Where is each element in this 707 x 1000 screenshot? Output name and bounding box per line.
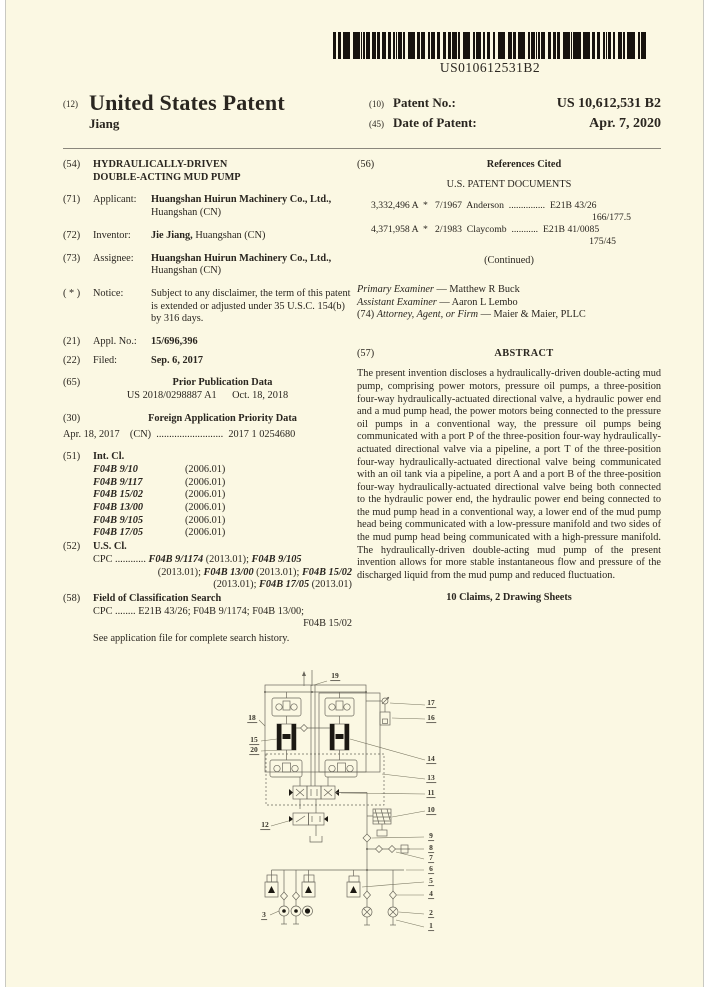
diagram-callout-14: 14 xyxy=(427,754,435,764)
diagram-callout-4: 4 xyxy=(429,889,433,899)
field-tag: (54) xyxy=(63,159,81,170)
diagram-callout-5: 5 xyxy=(429,876,433,886)
appl-no-label: Appl. No.: xyxy=(93,336,137,348)
inventor-name: Jie Jiang, xyxy=(151,229,193,241)
filed-value: Sep. 6, 2017 xyxy=(151,354,204,366)
diagram-callout-17: 17 xyxy=(427,698,435,708)
int-cl-row xyxy=(93,515,352,528)
us-cl-seg: F04B 9/1174 xyxy=(148,553,204,565)
field-us-cl xyxy=(63,541,352,554)
field-search-line2: F04B 15/02 xyxy=(303,618,352,630)
int-cl-version: (2006.01) xyxy=(185,514,226,526)
diagram-callout-16: 16 xyxy=(427,713,435,723)
notice-label: Notice: xyxy=(93,287,124,299)
diagram-callout-7: 7 xyxy=(429,853,433,863)
citation-class-line: 175/45 xyxy=(589,235,616,247)
diagram-callout-12: 12 xyxy=(261,820,269,830)
references-heading: References Cited xyxy=(486,159,562,170)
field-assignee xyxy=(63,253,352,278)
prior-pub-heading: Prior Publication Data xyxy=(172,377,273,389)
us-cl-seg: CPC ............ xyxy=(93,553,149,565)
int-cl-class: F04B 9/105 xyxy=(93,514,144,526)
barcode-text: US010612531B2 xyxy=(439,60,541,75)
field-classification-search xyxy=(63,593,352,606)
us-cl-seg: F04B 15/02 xyxy=(301,566,352,578)
inventor-location: Huangshan (CN) xyxy=(192,229,266,241)
assignee-label: Assignee: xyxy=(93,252,134,264)
field-filed xyxy=(63,355,352,368)
us-cl-line1 xyxy=(93,554,352,567)
us-cl-heading: U.S. Cl. xyxy=(93,541,127,553)
int-cl-row xyxy=(93,464,352,477)
int-cl-class: F04B 13/00 xyxy=(93,502,144,514)
field-search-heading: Field of Classification Search xyxy=(93,592,222,604)
int-cl-class: F04B 9/10 xyxy=(93,463,138,475)
int-cl-version: (2006.01) xyxy=(185,476,226,488)
field-tag: (72) xyxy=(63,229,81,241)
assignee-location: Huangshan (CN) xyxy=(151,265,222,277)
diagram-callout-3: 3 xyxy=(262,910,266,920)
appl-no-value: 15/696,396 xyxy=(151,336,198,348)
us-cl-seg: (2013.01); xyxy=(253,566,302,578)
field-tag: (30) xyxy=(63,412,81,424)
int-cl-version: (2006.01) xyxy=(185,502,226,514)
left-column xyxy=(63,159,352,646)
field-prior-pub xyxy=(63,377,352,390)
continued-note: (Continued) xyxy=(484,255,534,267)
attorney-line xyxy=(357,309,661,322)
diagram-callout-6: 6 xyxy=(429,864,433,874)
field-search-line3: See application file for complete search history. xyxy=(93,633,290,645)
citation-line: 4,371,958 A * 2/1983 Claycomb ........... E21B 41/0085 xyxy=(371,223,600,235)
us-cl-seg: F04B 17/05 xyxy=(259,579,310,591)
field-tag: (58) xyxy=(63,592,81,604)
citation-line: 3,332,496 A * 7/1967 Anderson ............... E21B 43/26 xyxy=(371,200,597,212)
us-cl-seg: (2013.01); xyxy=(213,579,260,591)
field-tag: (56) xyxy=(357,159,375,170)
abstract-text: The present invention discloses a hydraulically-driven double-acting mud pump, comprising power motors, pressure oil pumps, a three-position four-way hydraulically-actuated directional valve, a hydraulic power end and a mud pump head, the power motors being connected to the pressure oil pumps in a conventional way, the pressure oil pumps being communicated with a port P of the three-position four-way hydraulically-actuated directional valve via a pipeline, a port T of the three-position four-way hydraulically-actuated directional valve being communicated with an oil tank via a pipeline, a port A and a port B of the three-position four-way hydraulically-actuated directional valve being both connected to the hydraulic power end, the hydraulic power end being connected to the mud pump head in a conventional way, a lower end of the mud pump head being communicated with a low-pressure manifold and two sides of the mud pump head being communicated with a high-pressure manifold. The hydraulically-driven double-acting mud pump of the present invention allows for more stable instantaneous flow and pressure of the discharged liquid from the mud pump and reduced fluctuation. xyxy=(357,368,661,581)
diagram-callout-19: 19 xyxy=(331,671,339,681)
assistant-examiner-line xyxy=(357,297,661,310)
int-cl-heading: Int. Cl. xyxy=(93,451,125,463)
int-cl-row xyxy=(93,502,352,515)
diagram-callout-10: 10 xyxy=(427,805,435,815)
right-column xyxy=(357,159,661,605)
field-tag: (22) xyxy=(63,354,81,366)
field-references xyxy=(357,159,661,172)
patent-no-value: US 10,612,531 B2 xyxy=(556,96,661,111)
field-tag: (65) xyxy=(63,377,81,389)
invention-title xyxy=(93,159,241,184)
diagram-callout-18: 18 xyxy=(248,713,256,723)
diagram-callout-1: 1 xyxy=(429,921,433,931)
kind-code-tag: (12) xyxy=(63,99,78,109)
field-title xyxy=(63,159,352,184)
field-tag: (51) xyxy=(63,451,81,463)
field-search-line1: CPC ........ E21B 43/26; F04B 9/1174; F04B 13/00; xyxy=(93,605,305,617)
int-cl-version: (2006.01) xyxy=(185,489,226,501)
inventor-label: Inventor: xyxy=(93,229,131,241)
patent-front-page xyxy=(5,0,704,987)
field-applicant xyxy=(63,194,352,219)
field-foreign-priority xyxy=(63,413,352,426)
us-cl-seg: (2013.01); xyxy=(157,566,204,578)
field-tag: (57) xyxy=(357,347,375,359)
attorney-label: Attorney, Agent, or Firm xyxy=(376,309,479,321)
page-title: United States Patent xyxy=(89,90,285,115)
field-abstract xyxy=(357,348,661,361)
int-cl-version: (2006.01) xyxy=(185,527,226,539)
applicant-value xyxy=(151,194,352,219)
notice-text: Subject to any disclaimer, the term of this patent is extended or adjusted under 35 U.S.C. 154(b) by 316 days. xyxy=(151,287,351,325)
barcode-icon xyxy=(333,32,647,59)
inventor-surname: Jiang xyxy=(89,116,120,131)
diagram-callout-11: 11 xyxy=(427,788,435,798)
assignee-name: Huangshan Huirun Machinery Co., Ltd., xyxy=(151,252,332,264)
primary-examiner-label: Primary Examiner xyxy=(357,283,434,295)
abstract-heading: ABSTRACT xyxy=(494,347,554,359)
applicant-name: Huangshan Huirun Machinery Co., Ltd., xyxy=(151,194,332,206)
header-left xyxy=(63,90,285,132)
applicant-label: Applicant: xyxy=(93,194,137,206)
diagram-callout-20: 20 xyxy=(250,745,258,755)
diagram-callout-2: 2 xyxy=(429,908,433,918)
int-cl-row xyxy=(93,527,352,540)
us-cl-seg: (2013.01); xyxy=(203,553,252,565)
header-right xyxy=(369,95,661,135)
assistant-examiner-label: Assistant Examiner xyxy=(357,296,437,308)
int-cl-class: F04B 9/117 xyxy=(93,476,143,488)
hydraulic-schematic-drawing xyxy=(232,668,488,960)
us-cl-seg: F04B 9/105 xyxy=(251,553,302,565)
date-label: Date of Patent: xyxy=(393,115,477,130)
field-tag: (71) xyxy=(63,194,81,206)
int-cl-row xyxy=(93,477,352,490)
int-cl-class: F04B 15/02 xyxy=(93,489,144,501)
patent-no-tag: (10) xyxy=(369,99,384,109)
assistant-examiner-name: — Aaron L Lembo xyxy=(436,296,518,308)
int-cl-row xyxy=(93,489,352,502)
diagram xyxy=(232,668,488,960)
us-cl-seg: (2013.01) xyxy=(309,579,352,591)
field-tag: (73) xyxy=(63,252,81,264)
foreign-priority-line: Apr. 18, 2017 (CN) .......................... 2017 1 0254680 xyxy=(63,428,296,440)
barcode-block xyxy=(333,32,647,76)
us-cl-seg: F04B 13/00 xyxy=(203,566,254,578)
primary-examiner-line xyxy=(357,284,661,297)
citation-class-line: 166/177.5 xyxy=(591,211,631,223)
attorney-name: — Maier & Maier, PLLC xyxy=(478,309,586,321)
foreign-priority-heading: Foreign Application Priority Data xyxy=(148,412,297,424)
us-cl-line2 xyxy=(63,567,352,580)
int-cl-version: (2006.01) xyxy=(185,463,226,475)
attorney-tag: (74) xyxy=(357,309,377,321)
field-tag: (21) xyxy=(63,336,81,348)
us-cl-line3 xyxy=(63,579,352,592)
field-appl-no xyxy=(63,336,352,349)
assignee-value xyxy=(151,253,352,278)
date-tag: (45) xyxy=(369,119,384,129)
applicant-location: Huangshan (CN) xyxy=(151,207,222,219)
field-notice xyxy=(63,288,352,326)
field-tag: ( * ) xyxy=(63,287,81,299)
filed-label: Filed: xyxy=(93,354,118,366)
claims-line: 10 Claims, 2 Drawing Sheets xyxy=(446,592,572,604)
date-value: Apr. 7, 2020 xyxy=(589,116,661,131)
diagram-callout-15: 15 xyxy=(250,735,258,745)
header-divider xyxy=(63,148,661,149)
prior-pub-line: US 2018/0298887 A1 Oct. 18, 2018 xyxy=(126,390,289,402)
diagram-callout-9: 9 xyxy=(429,831,433,841)
diagram-callout-13: 13 xyxy=(427,773,435,783)
us-patent-documents-heading: U.S. PATENT DOCUMENTS xyxy=(446,178,572,190)
invention-title-line1: HYDRAULICALLY-DRIVEN xyxy=(93,159,228,170)
int-cl-class: F04B 17/05 xyxy=(93,527,144,539)
field-tag: (52) xyxy=(63,541,81,553)
field-int-cl xyxy=(63,451,352,464)
field-inventor xyxy=(63,230,352,243)
inventor-value xyxy=(151,230,265,243)
patent-no-label: Patent No.: xyxy=(393,95,456,110)
diagram-callout-8: 8 xyxy=(429,843,433,853)
invention-title-line2: DOUBLE-ACTING MUD PUMP xyxy=(93,171,241,183)
primary-examiner-name: — Matthew R Buck xyxy=(433,283,520,295)
